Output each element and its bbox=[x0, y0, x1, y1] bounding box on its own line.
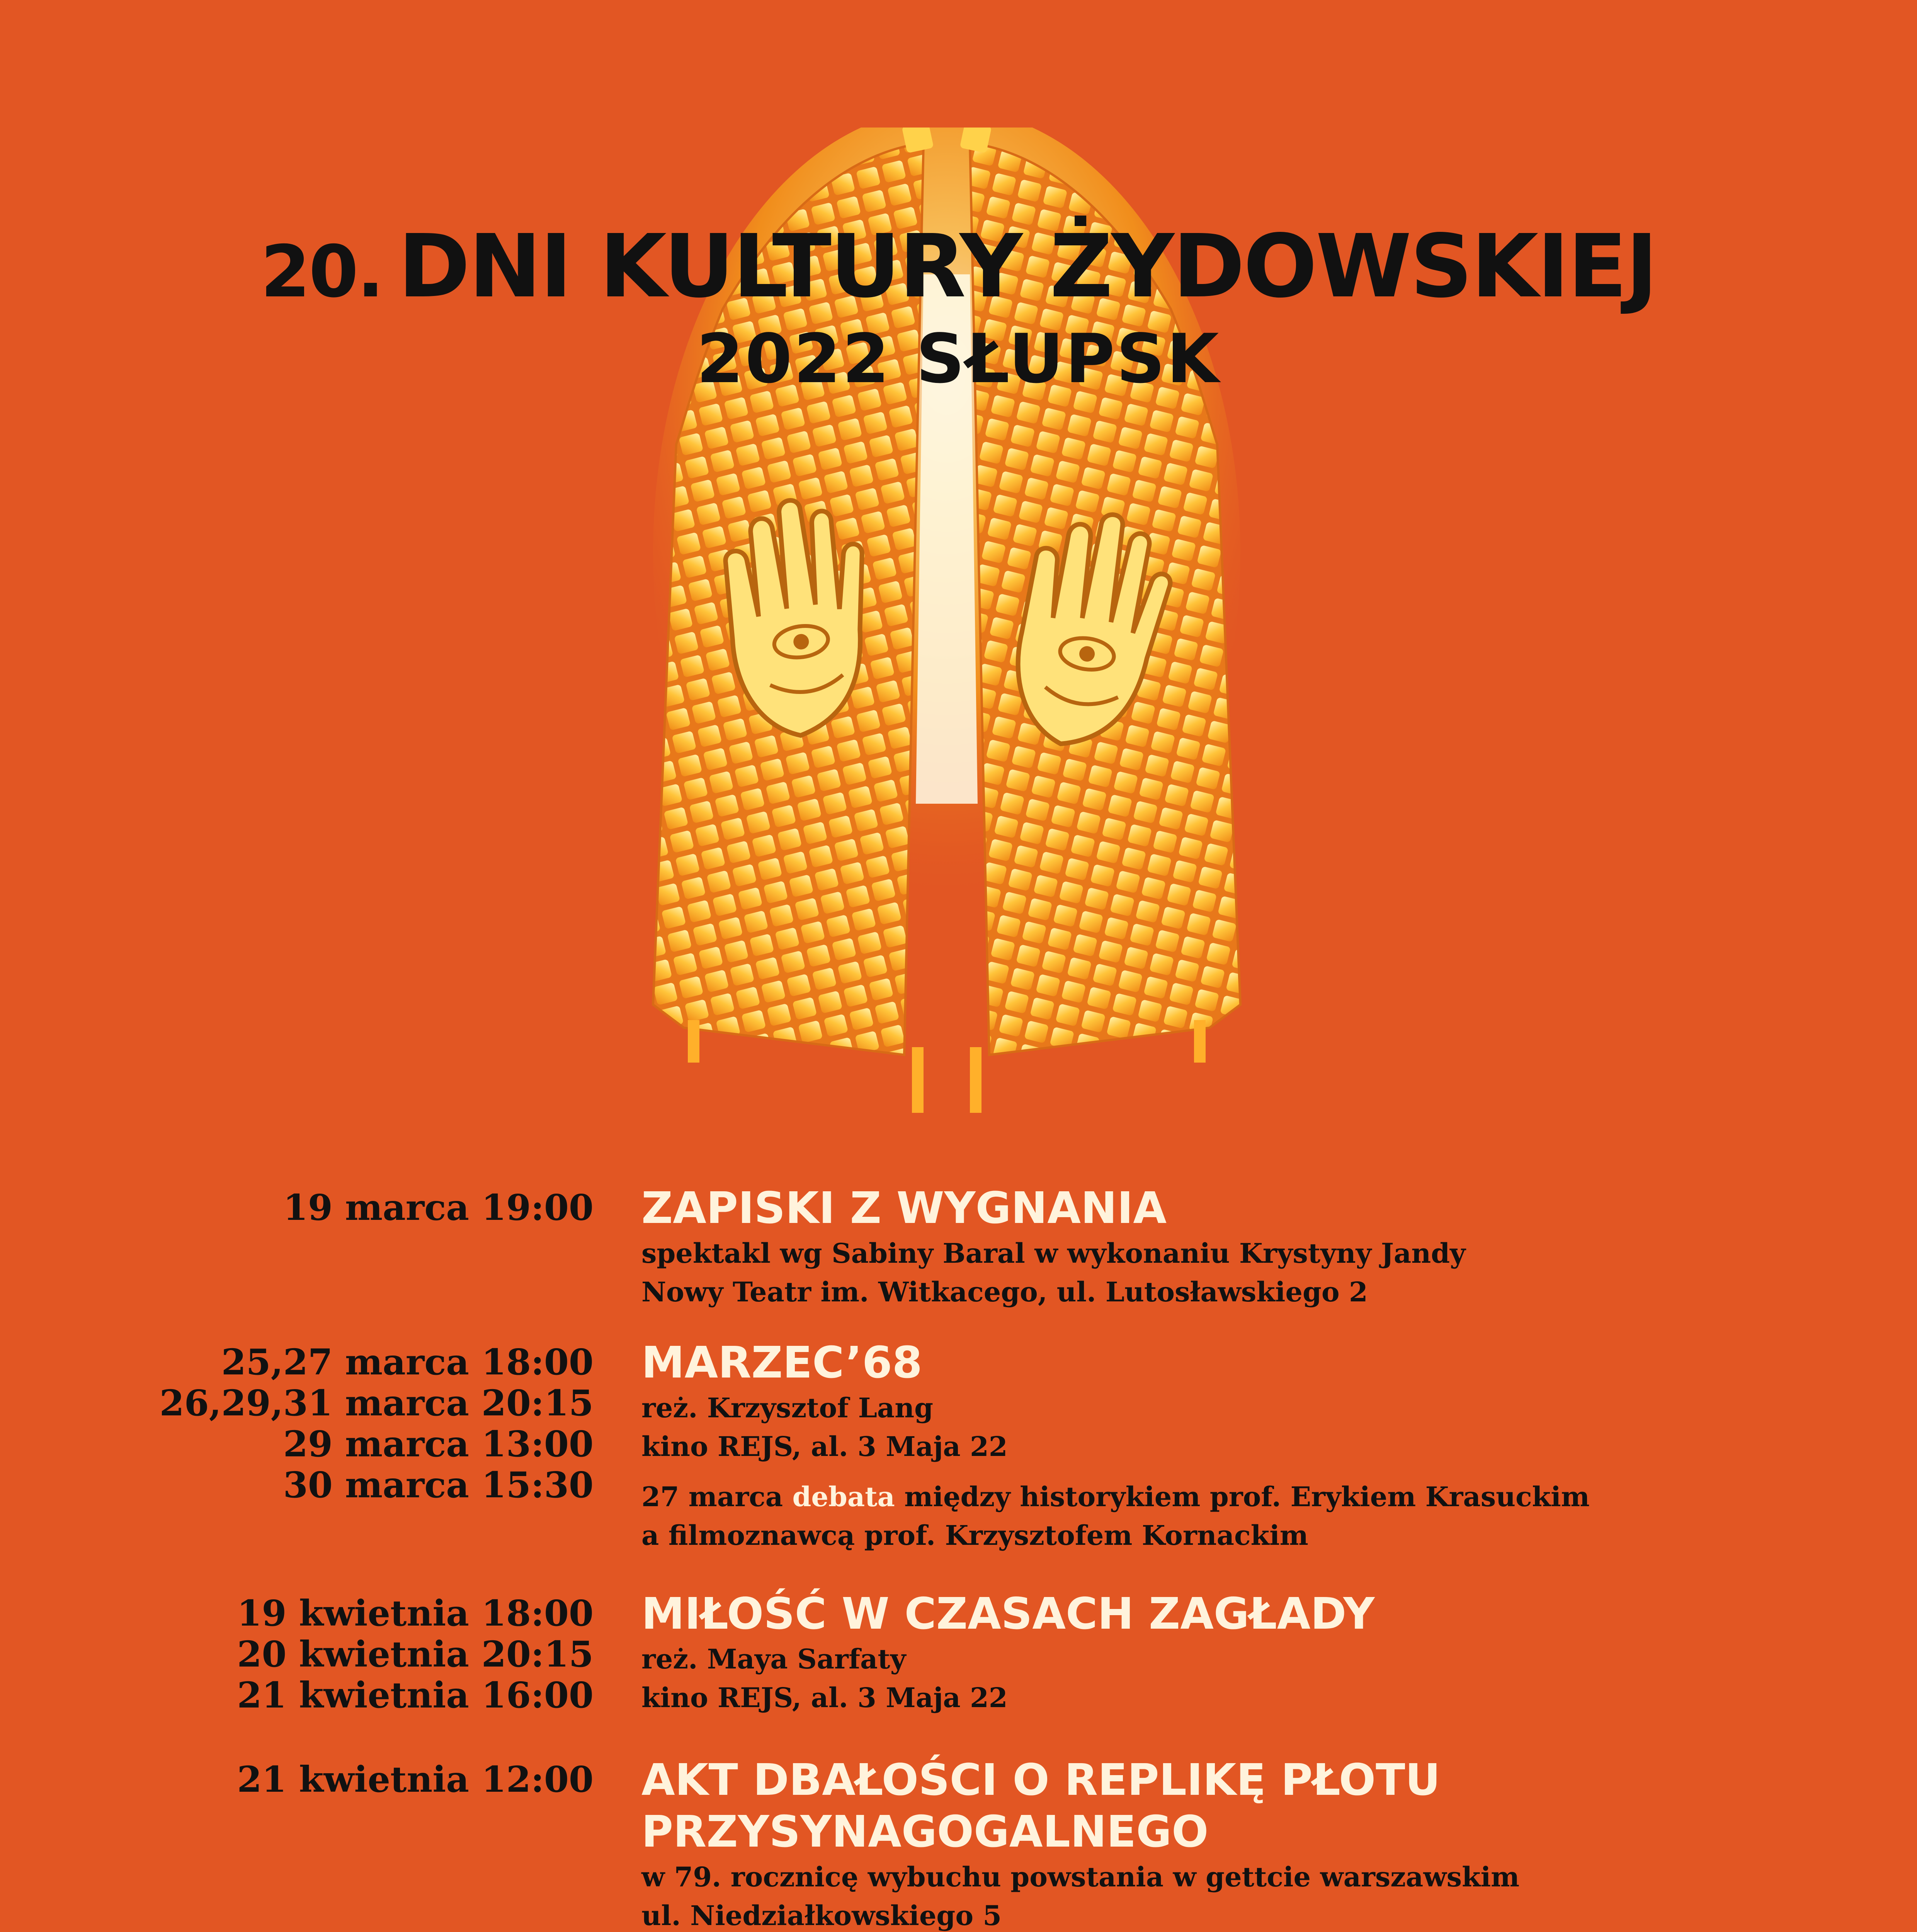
event-dates: 21 kwietnia 12:00 bbox=[237, 1759, 594, 1800]
event-info bbox=[641, 1182, 1878, 1311]
event-dates: 19 marca 19:00 bbox=[283, 1187, 594, 1228]
event-line: w 79. rocznicę wybuchu powstania w gettcie warszawskim bbox=[641, 1861, 1520, 1893]
event-title: ZAPISKI Z WYGNANIA bbox=[641, 1183, 1167, 1233]
event-line: ul. Niedziałkowskiego 5 bbox=[641, 1900, 1002, 1932]
event-info bbox=[641, 1754, 1878, 1932]
event-line: reż. Maya Sarfaty bbox=[641, 1643, 906, 1675]
event-title: MIŁOŚĆ W CZASACH ZAGŁADY bbox=[641, 1589, 1375, 1639]
event-info bbox=[641, 1588, 1878, 1717]
event-line: spektakl wg Sabiny Baral w wykonaniu Krystyny Jandy bbox=[641, 1237, 1466, 1269]
event-title-line2: PRZYSYNAGOGALNEGO bbox=[641, 1807, 1209, 1857]
event-note-line2: a filmoznawcą prof. Krzysztofem Kornackim bbox=[641, 1519, 1308, 1551]
event-dates: 25,27 marca 18:00 26,29,31 marca 20:15 29 marca 13:00 30 marca 15:30 bbox=[159, 1341, 594, 1506]
event-note: 27 marca debata między historykiem prof. Erykiem Krasuckim bbox=[641, 1481, 1590, 1513]
festival-edition: 20. bbox=[260, 230, 383, 313]
highlight-debata: debata bbox=[792, 1481, 895, 1513]
event-line: Nowy Teatr im. Witkacego, ul. Lutosławskiego 2 bbox=[641, 1276, 1368, 1308]
festival-title bbox=[0, 216, 1917, 322]
event-line: reż. Krzysztof Lang bbox=[641, 1392, 934, 1424]
festival-name: DNI KULTURY ŻYDOWSKIEJ bbox=[398, 216, 1657, 317]
event-title: AKT DBAŁOŚCI O REPLIKĘ PŁOTU bbox=[641, 1755, 1441, 1805]
festival-subtitle: 2022 SŁUPSK bbox=[696, 320, 1221, 398]
event-line: kino REJS, al. 3 Maja 22 bbox=[641, 1682, 1008, 1714]
event-line: kino REJS, al. 3 Maja 22 bbox=[641, 1430, 1008, 1463]
event-dates: 19 kwietnia 18:00 20 kwietnia 20:15 21 kwietnia 16:00 bbox=[237, 1592, 594, 1716]
event-title: MARZEC’68 bbox=[641, 1338, 922, 1388]
event-info bbox=[641, 1337, 1878, 1555]
